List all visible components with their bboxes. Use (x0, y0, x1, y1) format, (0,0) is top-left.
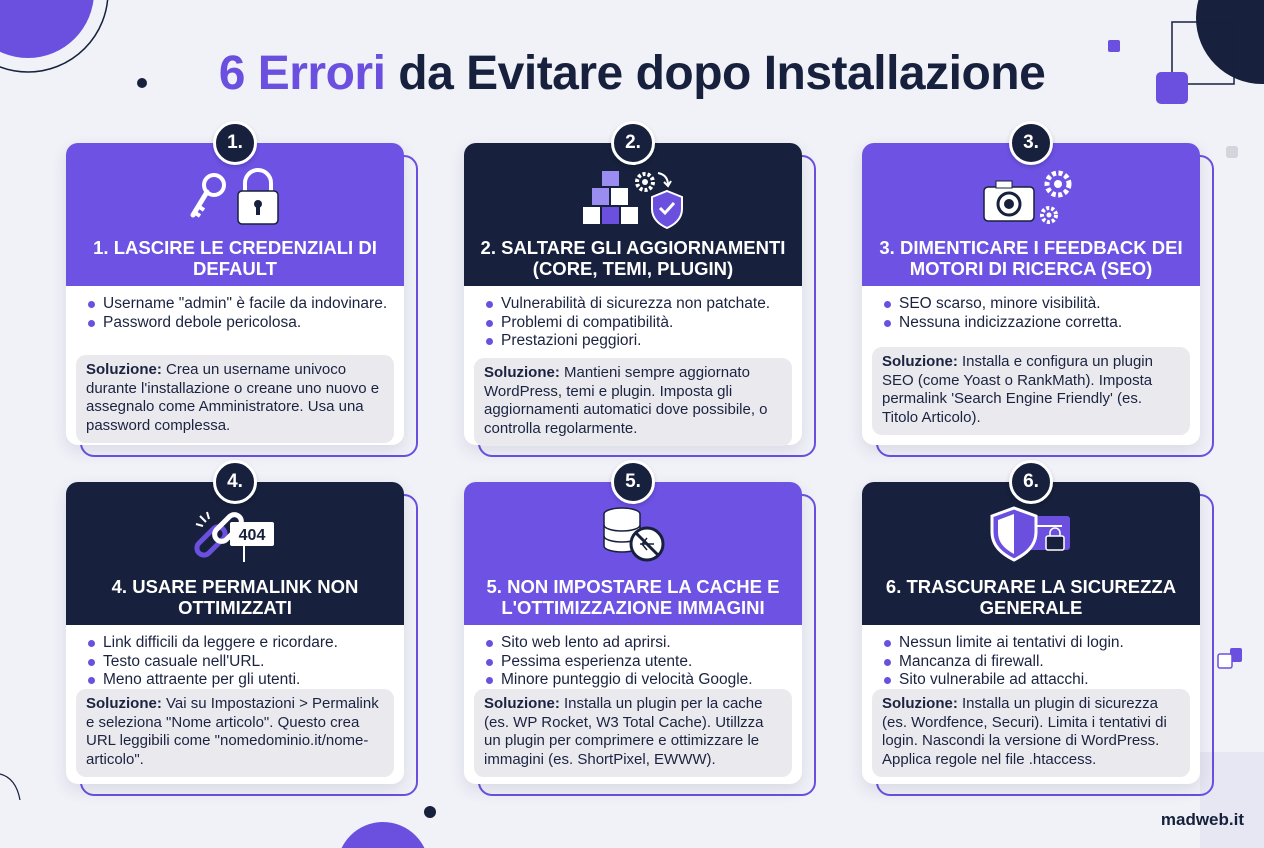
card-4-title: 4. USARE PERMALINK NON OTTIMIZZATI (111, 576, 359, 618)
card-3-bullet-list (884, 295, 1188, 332)
list-item: Meno attraente per gli utenti. (88, 671, 392, 690)
solution-label: Soluzione: (484, 695, 560, 712)
key-lock-icon (66, 165, 404, 231)
shield-firewall-icon (862, 502, 1200, 568)
card-3-number-badge: 3. (1009, 121, 1053, 165)
list-item: Nessuna indicizzazione corretta. (884, 314, 1188, 333)
solution-text: Installa un plugin di sicurezza (es. Wordfence, Securi). Limita i tentativi di login. Nascondi la versione di WordPress. Applica regole nel file .htaccess. (882, 695, 1167, 768)
camera-gears-icon (862, 165, 1200, 231)
card-6-number-badge: 6. (1009, 460, 1053, 504)
card-5 (464, 482, 802, 784)
solution-text: Installa e configura un plugin SEO (come Yoast o RankMath). Imposta permalink 'Search Engine Friendly' (es. Titolo Articolo). (882, 353, 1153, 426)
card-2-solution (474, 358, 792, 446)
card-5-bullet-list (486, 634, 790, 690)
card-2-title: 2. SALTARE GLI AGGIORNAMENTI (CORE, TEMI, PLUGIN) (480, 237, 786, 279)
card-4-solution (76, 689, 394, 777)
card-5-solution (474, 689, 792, 777)
footer-brand: madweb.it (1160, 810, 1244, 829)
card-4-number-badge: 4. (213, 460, 257, 504)
list-item: Prestazioni peggiori. (486, 332, 790, 351)
list-item: Testo casuale nell'URL. (88, 653, 392, 672)
list-item: Problemi di compatibilità. (486, 314, 790, 333)
list-item: Nessun limite ai tentativi di login. (884, 634, 1188, 653)
list-item: Minore punteggio di velocità Google. (486, 671, 790, 690)
list-item: Sito vulnerabile ad attacchi. (884, 671, 1188, 690)
card-6-bullet-list (884, 634, 1188, 690)
list-item: Link difficili da leggere e ricordare. (88, 634, 392, 653)
broken-link-404-icon (66, 502, 404, 568)
list-item: Sito web lento ad aprirsi. (486, 634, 790, 653)
solution-text: Crea un username univoco durante l'installazione o creane uno nuovo e assegnalo come Amministratore. Usa una password complessa. (86, 361, 380, 434)
title-accent: 6 Errori (218, 47, 386, 100)
card-1-bullet-list (88, 295, 392, 332)
card-4 (66, 482, 404, 784)
card-2-bullet-list (486, 295, 790, 351)
icon-404-label: 404 (238, 527, 266, 544)
card-3-title: 3. DIMENTICARE I FEEDBACK DEI MOTORI DI RICERCA (SEO) (879, 237, 1183, 279)
list-item: Username "admin" è facile da indovinare. (88, 295, 392, 314)
card-5-title: 5. NON IMPOSTARE LA CACHE E L'OTTIMIZZAZIONE IMMAGINI (486, 576, 780, 618)
card-1 (66, 143, 404, 445)
card-6 (862, 482, 1200, 784)
card-5-number-badge: 5. (611, 460, 655, 504)
database-no-cache-icon (464, 502, 802, 568)
solution-text: Installa un plugin per la cache (es. WP Rocket, W3 Total Cache). Utillzza un plugin per comprimere e ottimizzare le immagini (es. ShortPixel, EWWW). (484, 695, 764, 768)
list-item: Pessima esperienza utente. (486, 653, 790, 672)
card-3 (862, 143, 1200, 445)
page-title (0, 46, 1264, 101)
solution-label: Soluzione: (882, 695, 958, 712)
list-item: SEO scarso, minore visibilità. (884, 295, 1188, 314)
card-1-title: 1. LASCIRE LE CREDENZIALI DI DEFAULT (93, 237, 377, 279)
card-6-title: 6. TRASCURARE LA SICUREZZA GENERALE (885, 576, 1177, 618)
solution-label: Soluzione: (86, 695, 162, 712)
boxes-gear-shield-icon (464, 165, 802, 231)
solution-label: Soluzione: (86, 361, 162, 378)
solution-label: Soluzione: (484, 364, 560, 381)
card-6-solution (872, 689, 1190, 777)
list-item: Vulnerabilità di sicurezza non patchate. (486, 295, 790, 314)
card-1-number-badge: 1. (213, 121, 257, 165)
solution-text: Vai su Impostazioni > Permalink e seleziona "Nome articolo". Questo crea URL leggibili come "nomedominio.it/nome-articolo". (86, 695, 379, 768)
solution-label: Soluzione: (882, 353, 958, 370)
list-item: Password debole pericolosa. (88, 314, 392, 333)
card-2 (464, 143, 802, 445)
solution-text: Mantieni sempre aggiornato WordPress, temi e plugin. Imposta gli aggiornamenti automatici dove possibile, o controlla regolarmente. (484, 364, 768, 437)
card-4-bullet-list (88, 634, 392, 690)
title-rest: da Evitare dopo Installazione (398, 47, 1046, 100)
card-1-solution (76, 355, 394, 443)
card-3-solution (872, 347, 1190, 435)
card-2-number-badge: 2. (611, 121, 655, 165)
list-item: Mancanza di firewall. (884, 653, 1188, 672)
